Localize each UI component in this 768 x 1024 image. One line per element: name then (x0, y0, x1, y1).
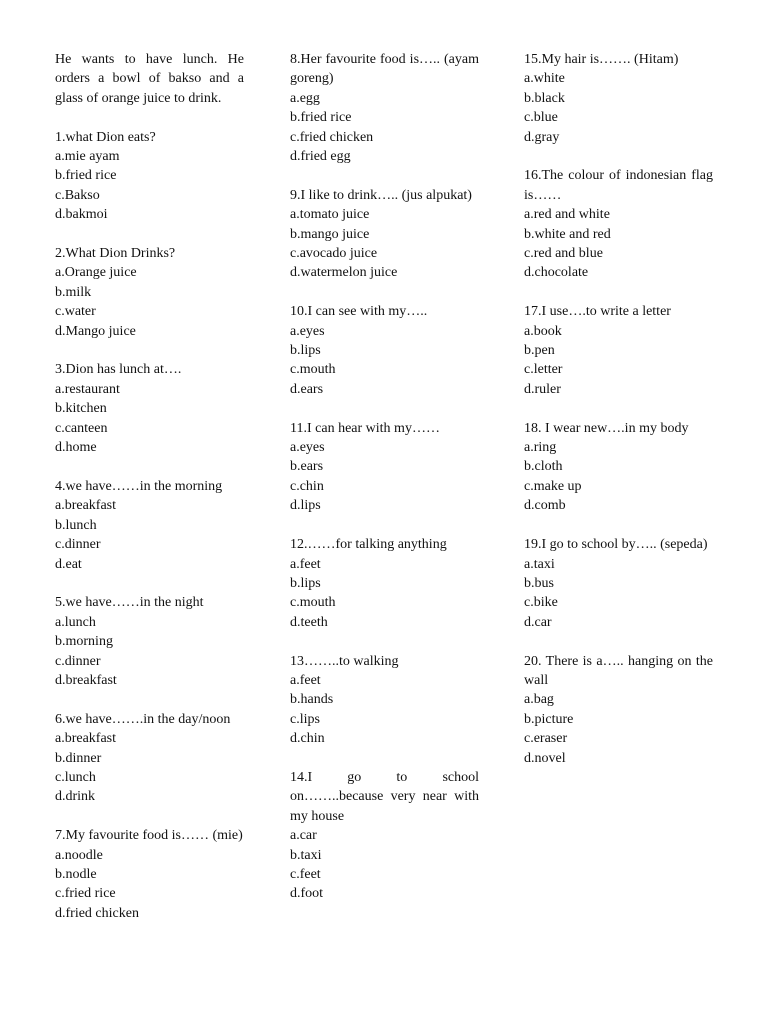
answer-option: a.book (524, 323, 562, 339)
question-text: 18. I wear new….in my body (524, 420, 689, 436)
answer-option: c.chin (290, 478, 324, 494)
question-text: 10.I can see with my….. (290, 304, 428, 320)
answer-option: c.red and blue (524, 246, 603, 262)
question-text: 13……..to walking (290, 653, 399, 669)
answer-option: d.Mango juice (55, 323, 136, 339)
question-text: 14.I go to school on……..because very near with my house (290, 769, 479, 824)
answer-option: a.noodle (55, 847, 103, 863)
answer-option: a.lunch (55, 614, 96, 630)
answer-option: c.avocado juice (290, 246, 378, 262)
answer-option: b.pen (524, 343, 555, 359)
answer-option: a.car (290, 828, 317, 844)
question-block (290, 186, 479, 283)
answer-option: b.taxi (290, 847, 322, 863)
answer-option: b.milk (55, 284, 92, 300)
answer-option: d.foot (290, 886, 324, 902)
question-text: 8.Her favourite food is….. (ayam goreng) (290, 52, 479, 87)
question-block (290, 652, 479, 749)
question-block (55, 128, 244, 225)
answer-option: b.lunch (55, 517, 97, 533)
question-text: 20. There is a….. hanging on the wall (524, 653, 713, 688)
answer-option: d.watermelon juice (290, 265, 398, 281)
answer-option: c.Bakso (55, 187, 100, 203)
answer-option: a.breakfast (55, 498, 117, 514)
question-block (524, 166, 713, 282)
question-block (524, 302, 713, 399)
answer-option: b.kitchen (55, 401, 107, 417)
question-text: 2.What Dion Drinks? (55, 246, 176, 262)
question-text: 12.……for talking anything (290, 537, 447, 553)
answer-option: b.fried rice (55, 168, 117, 184)
question-block (290, 50, 479, 166)
answer-option: d.drink (55, 789, 96, 805)
answer-option: d.novel (524, 750, 566, 766)
question-text: 3.Dion has lunch at…. (55, 362, 182, 378)
question-text: 15.My hair is……. (Hitam) (524, 52, 679, 67)
answer-option: a.red and white (524, 207, 610, 223)
answer-option: b.morning (55, 634, 113, 650)
answer-option: c.lips (290, 711, 320, 727)
answer-option: a.Orange juice (55, 265, 137, 281)
question-text: 5.we have……in the night (55, 595, 204, 611)
answer-option: c.bike (524, 595, 558, 611)
question-text: 19.I go to school by….. (sepeda) (524, 537, 708, 553)
question-text: 11.I can hear with my…… (290, 420, 440, 436)
question-text: 1.what Dion eats? (55, 129, 156, 145)
question-block (290, 419, 479, 516)
answer-option: d.teeth (290, 614, 328, 630)
answer-option: d.car (524, 614, 552, 630)
answer-option: d.eat (55, 556, 82, 572)
answer-option: d.lips (290, 498, 321, 514)
question-text: 9.I like to drink….. (jus alpukat) (290, 187, 472, 203)
question-block (290, 302, 479, 399)
answer-option: d.gray (524, 129, 560, 145)
question-block (524, 419, 713, 516)
answer-option: c.water (55, 304, 96, 320)
question-block (55, 244, 244, 341)
answer-option: d.chocolate (524, 265, 589, 281)
question-block (55, 360, 244, 457)
answer-option: a.eyes (290, 323, 325, 339)
intro-paragraph: He wants to have lunch. He orders a bowl of bakso and a glass of orange juice to drink. (55, 52, 244, 106)
answer-option: b.bus (524, 575, 554, 591)
answer-option: d.fried egg (290, 149, 351, 165)
question-text: 6.we have…….in the day/noon (55, 711, 231, 727)
answer-option: c.letter (524, 362, 563, 378)
question-block (55, 593, 244, 690)
answer-option: c.dinner (55, 537, 101, 553)
answer-option: c.canteen (55, 420, 108, 436)
answer-option: a.tomato juice (290, 207, 370, 223)
answer-option: a.feet (290, 672, 321, 688)
question-text: 16.The colour of indonesian flag is…… (524, 168, 713, 203)
column-2 (290, 50, 479, 923)
answer-option: b.fried rice (290, 110, 352, 126)
answer-option: c.mouth (290, 595, 336, 611)
answer-option: b.hands (290, 692, 334, 708)
answer-option: c.feet (290, 866, 321, 882)
question-block (524, 652, 713, 768)
question-block (290, 768, 479, 904)
column-3 (524, 50, 713, 787)
answer-option: b.lips (290, 343, 321, 359)
question-block (524, 50, 713, 147)
answer-option: d.ears (290, 381, 324, 397)
question-block (55, 477, 244, 574)
answer-option: a.breakfast (55, 731, 117, 747)
answer-option: d.fried chicken (55, 905, 139, 921)
question-block (55, 826, 244, 923)
answer-option: a.white (524, 71, 565, 87)
answer-option: b.mango juice (290, 226, 370, 242)
answer-option: b.picture (524, 711, 574, 727)
answer-option: a.taxi (524, 556, 555, 572)
answer-option: c.blue (524, 110, 558, 126)
question-block (524, 535, 713, 632)
answer-option: d.comb (524, 498, 566, 514)
answer-option: d.bakmoi (55, 207, 108, 223)
question-text: 4.we have……in the morning (55, 478, 223, 494)
answer-option: c.fried chicken (290, 129, 374, 145)
answer-option: a.mie ayam (55, 149, 120, 165)
answer-option: a.egg (290, 90, 320, 106)
answer-option: c.eraser (524, 731, 568, 747)
answer-option: a.ring (524, 440, 557, 456)
answer-option: b.black (524, 90, 565, 106)
question-block (290, 535, 479, 632)
column-1 (55, 50, 244, 943)
question-text: 7.My favourite food is…… (mie) (55, 828, 243, 844)
answer-option: d.home (55, 440, 97, 456)
answer-option: c.dinner (55, 653, 101, 669)
answer-option: d.breakfast (55, 672, 117, 688)
answer-option: b.nodle (55, 866, 97, 882)
answer-option: a.eyes (290, 440, 325, 456)
answer-option: d.chin (290, 731, 325, 747)
answer-option: b.white and red (524, 226, 611, 242)
answer-option: c.fried rice (55, 886, 116, 902)
answer-option: c.lunch (55, 769, 96, 785)
answer-option: d.ruler (524, 381, 561, 397)
answer-option: a.bag (524, 692, 554, 708)
answer-option: a.restaurant (55, 381, 120, 397)
answer-option: b.ears (290, 459, 324, 475)
question-text: 17.I use….to write a letter (524, 304, 671, 320)
answer-option: c.make up (524, 478, 582, 494)
answer-option: b.dinner (55, 750, 102, 766)
question-block (55, 710, 244, 807)
answer-option: c.mouth (290, 362, 336, 378)
answer-option: b.lips (290, 575, 321, 591)
answer-option: a.feet (290, 556, 321, 572)
answer-option: b.cloth (524, 459, 563, 475)
